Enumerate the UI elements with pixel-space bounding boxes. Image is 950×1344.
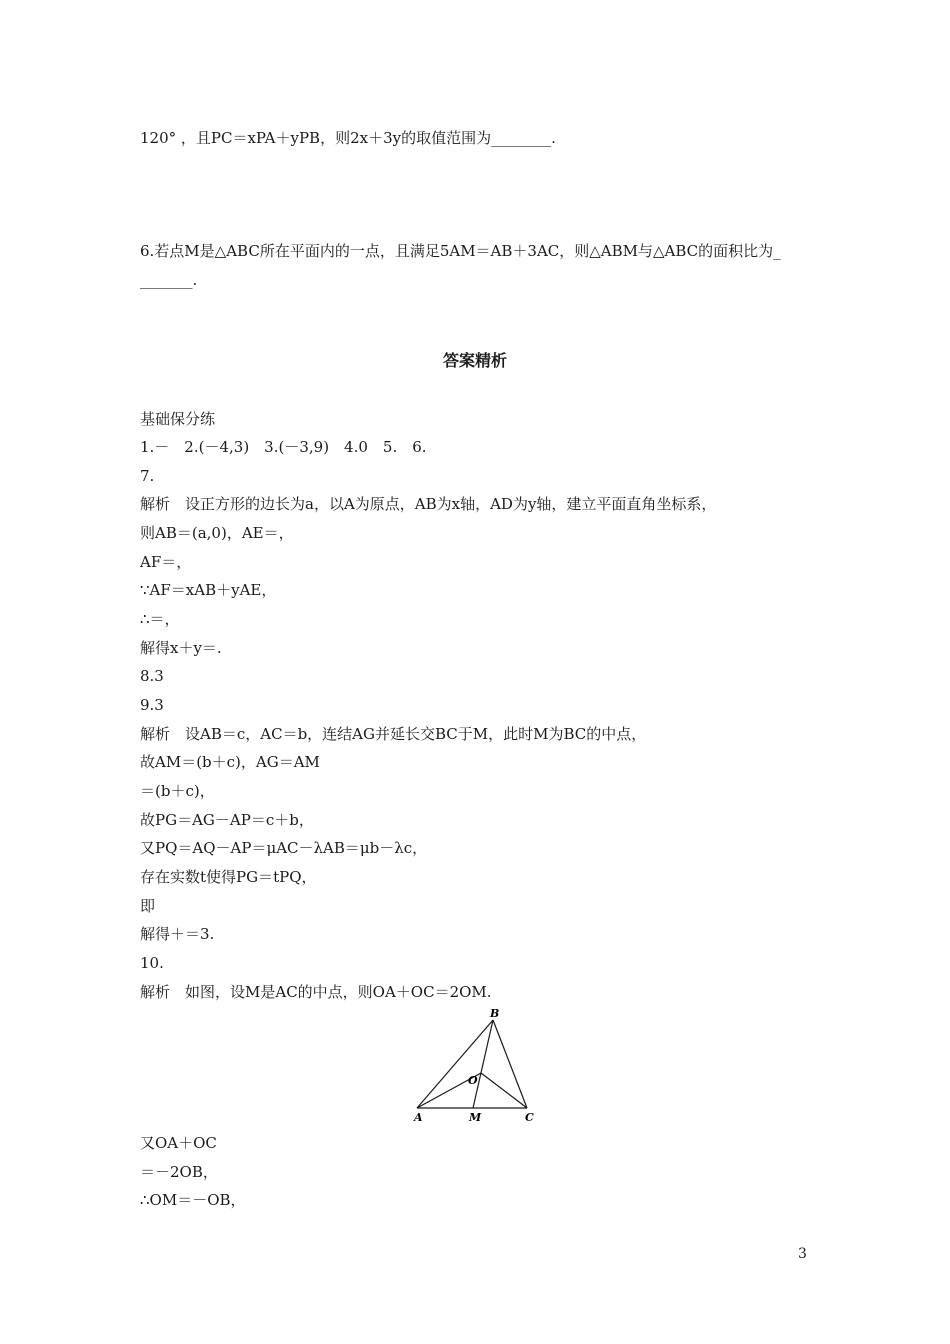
answer-line: 解得x＋y＝. — [140, 639, 222, 657]
answer-line: 即 — [140, 897, 156, 915]
label-c: C — [525, 1111, 534, 1124]
answer-line: 解得＋＝3. — [140, 925, 215, 943]
label-o: O — [468, 1074, 478, 1087]
answer-line: 基础保分练 — [140, 410, 216, 428]
answer-line: 解析 设AB＝c，AC＝b，连结AG并延长交BC于M，此时M为BC的中点， — [140, 725, 647, 743]
edge-ab — [417, 1020, 493, 1108]
problem-6-line-1: 6.若点M是△ABC所在平面内的一点，且满足5AM＝AB＋3AC，则△ABM与△ABC的面积比为_ — [140, 242, 781, 260]
answer-line: ∵AF＝xAB＋yAE， — [140, 581, 277, 599]
segment-bm — [473, 1020, 493, 1108]
answer-line: ∴＝， — [140, 610, 180, 628]
label-m: M — [469, 1111, 482, 1124]
answer-line: ＝－2OB， — [140, 1163, 218, 1181]
label-b: B — [490, 1007, 500, 1020]
triangle-figure — [405, 1004, 545, 1126]
answer-line: 1.－ 2.(－4,3) 3.(－3,9) 4.0 5. 6. — [140, 438, 427, 456]
problem-5-continuation: 120° ，且PC＝xPA＋yPB，则2x＋3y的取值范围为________. — [140, 129, 556, 147]
answer-line: 则AB＝(a,0)，AE＝， — [140, 524, 294, 542]
answer-line: 10. — [140, 954, 164, 972]
answer-line: ＝(b＋c)， — [140, 782, 215, 800]
answers-title: 答案精析 — [442, 351, 507, 370]
answer-line: ∴OM＝－OB， — [140, 1191, 246, 1209]
label-a: A — [414, 1111, 423, 1124]
answer-line: 又PQ＝AQ－AP＝μAC－λAB＝μb－λc， — [140, 839, 428, 857]
answer-line: 解析 如图，设M是AC的中点，则OA＋OC＝2OM. — [140, 983, 492, 1001]
answer-line: 存在实数t使得PG＝tPQ， — [140, 868, 317, 886]
answer-line: 解析 设正方形的边长为a，以A为原点，AB为x轴，AD为y轴，建立平面直角坐标系， — [140, 495, 717, 513]
answer-line: 9.3 — [140, 696, 164, 714]
answer-line: 故AM＝(b＋c)，AG＝AM — [140, 753, 320, 771]
page-number: 3 — [798, 1246, 807, 1262]
answer-line: 8.3 — [140, 667, 164, 685]
answer-line: AF＝， — [140, 553, 192, 571]
answer-line: 7. — [140, 467, 155, 485]
problem-6-line-2: _______. — [140, 271, 198, 289]
answer-line: 故PG＝AG－AP＝c＋b， — [140, 811, 314, 829]
answer-line: 又OA＋OC — [140, 1134, 217, 1152]
